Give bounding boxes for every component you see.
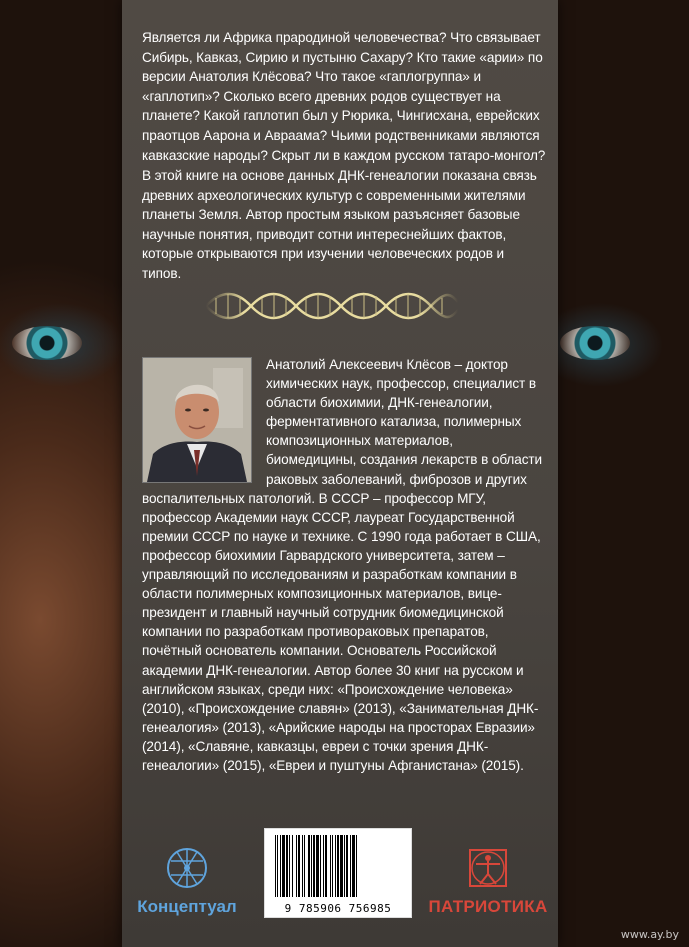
author-biography-text: Анатолий Алексеевич Клёсов – доктор химических наук, профессор, специалист в области биохимии, ДНК-генеалогии, ферментативного катализа, полимерных композиционных материалов, биомедицины, создания лекарств в области раковых заболеваний, фиброзов и других воспалительных патологий. В СССР – профессор МГУ, профессор Академии наук СССР, лауреат Государственной премии СССР по науке и технике. С 1990 года работает в США, профессор биохимии Гарвардского университета, затем – управляющий по исследованиям и разработкам компании в области полимерных композиционных материалов, вице-президент и главный научный сотрудник биомедицинской компании по разработкам противораковых препаратов, почётный основатель компании. Основатель Российской академии ДНК-генеалогии. Автор более 30 книг на русском и английском языках, среди них: «Происхождение человека» (2010), «Происхождение славян» (2013), «Занимательная ДНК-генеалогия» (2013), «Арийские народы на просторах Евразии» (2014), «Славяне, кавказцы, евреи с точки зрения ДНК-генеалогии» (2015), «Евреи и пуштуны Афганистана» (2015). <box>142 357 543 773</box>
publisher-left-name: Концептуал <box>137 897 237 916</box>
barcode-bar <box>323 835 324 897</box>
eye-right-decoration <box>560 326 630 360</box>
globe-network-icon <box>165 846 209 890</box>
barcode-bar <box>350 835 351 897</box>
barcode-bar <box>340 835 343 897</box>
barcode-bar <box>280 835 281 897</box>
barcode-bar <box>286 835 288 897</box>
intro-paragraph: Является ли Африка прародиной человечества? Что связывает Сибирь, Кавказ, Сирию и пустыню Сахару? Кто такие «арии» по версии Анатолия Клёсова? Что такое «гаплогруппа» и «гаплотип»? Сколько всего древних родов существует на планете? Какой гаплотип был у Рюрика, Чингисхана, еврейских праотцов Аарона и Авраама? Чьими родственниками являются кавказские народы? Скрыт ли в каждом русском татаро-монгол? <box>142 30 546 163</box>
barcode-bar <box>332 835 333 897</box>
barcode-bar <box>289 835 290 897</box>
barcode-bar <box>335 835 336 897</box>
barcode-bar <box>277 835 278 897</box>
watermark: www.ay.by <box>620 928 679 941</box>
barcode-bar <box>296 835 297 897</box>
summary-paragraph: В этой книге на основе данных ДНК-генеалогии показана связь древних археологических культур с современными жителями планеты Земля. Автор простым языком разъясняет базовые научные понятия, приводит сотни интереснейших фактов, которые открываются при изучении человеческих родов и типов. <box>142 168 537 281</box>
dna-helix-icon <box>206 288 458 324</box>
eye-left-decoration <box>12 326 82 360</box>
barcode-bar <box>320 835 321 897</box>
isbn-barcode <box>264 828 412 918</box>
publisher-right-logo <box>420 846 556 917</box>
barcode-bar <box>292 835 293 897</box>
barcode-bar <box>346 835 348 897</box>
barcode-bar <box>282 835 285 897</box>
isbn-number: 9 785906 756985 <box>284 902 392 915</box>
barcode-bar <box>275 835 276 897</box>
barcode-bar <box>316 835 319 897</box>
barcode-bar <box>344 835 345 897</box>
publisher-left-logo <box>128 846 246 917</box>
barcode-bar <box>308 835 310 897</box>
barcode-bar <box>330 835 331 897</box>
barcode-bar <box>302 835 303 897</box>
barcode-bar <box>304 835 305 897</box>
barcode-bar <box>352 835 355 897</box>
barcode-bar <box>337 835 339 897</box>
barcode-bar <box>325 835 327 897</box>
barcode-bar <box>313 835 315 897</box>
barcode-bar <box>298 835 300 897</box>
author-biography <box>142 355 546 775</box>
barcode-bar <box>311 835 312 897</box>
photo-spacer <box>142 355 266 487</box>
barcode-bar <box>356 835 357 897</box>
vitruvian-man-icon <box>466 846 510 890</box>
publisher-right-name: ПАТРИОТИКА <box>428 897 548 916</box>
barcode-bars <box>265 829 411 901</box>
